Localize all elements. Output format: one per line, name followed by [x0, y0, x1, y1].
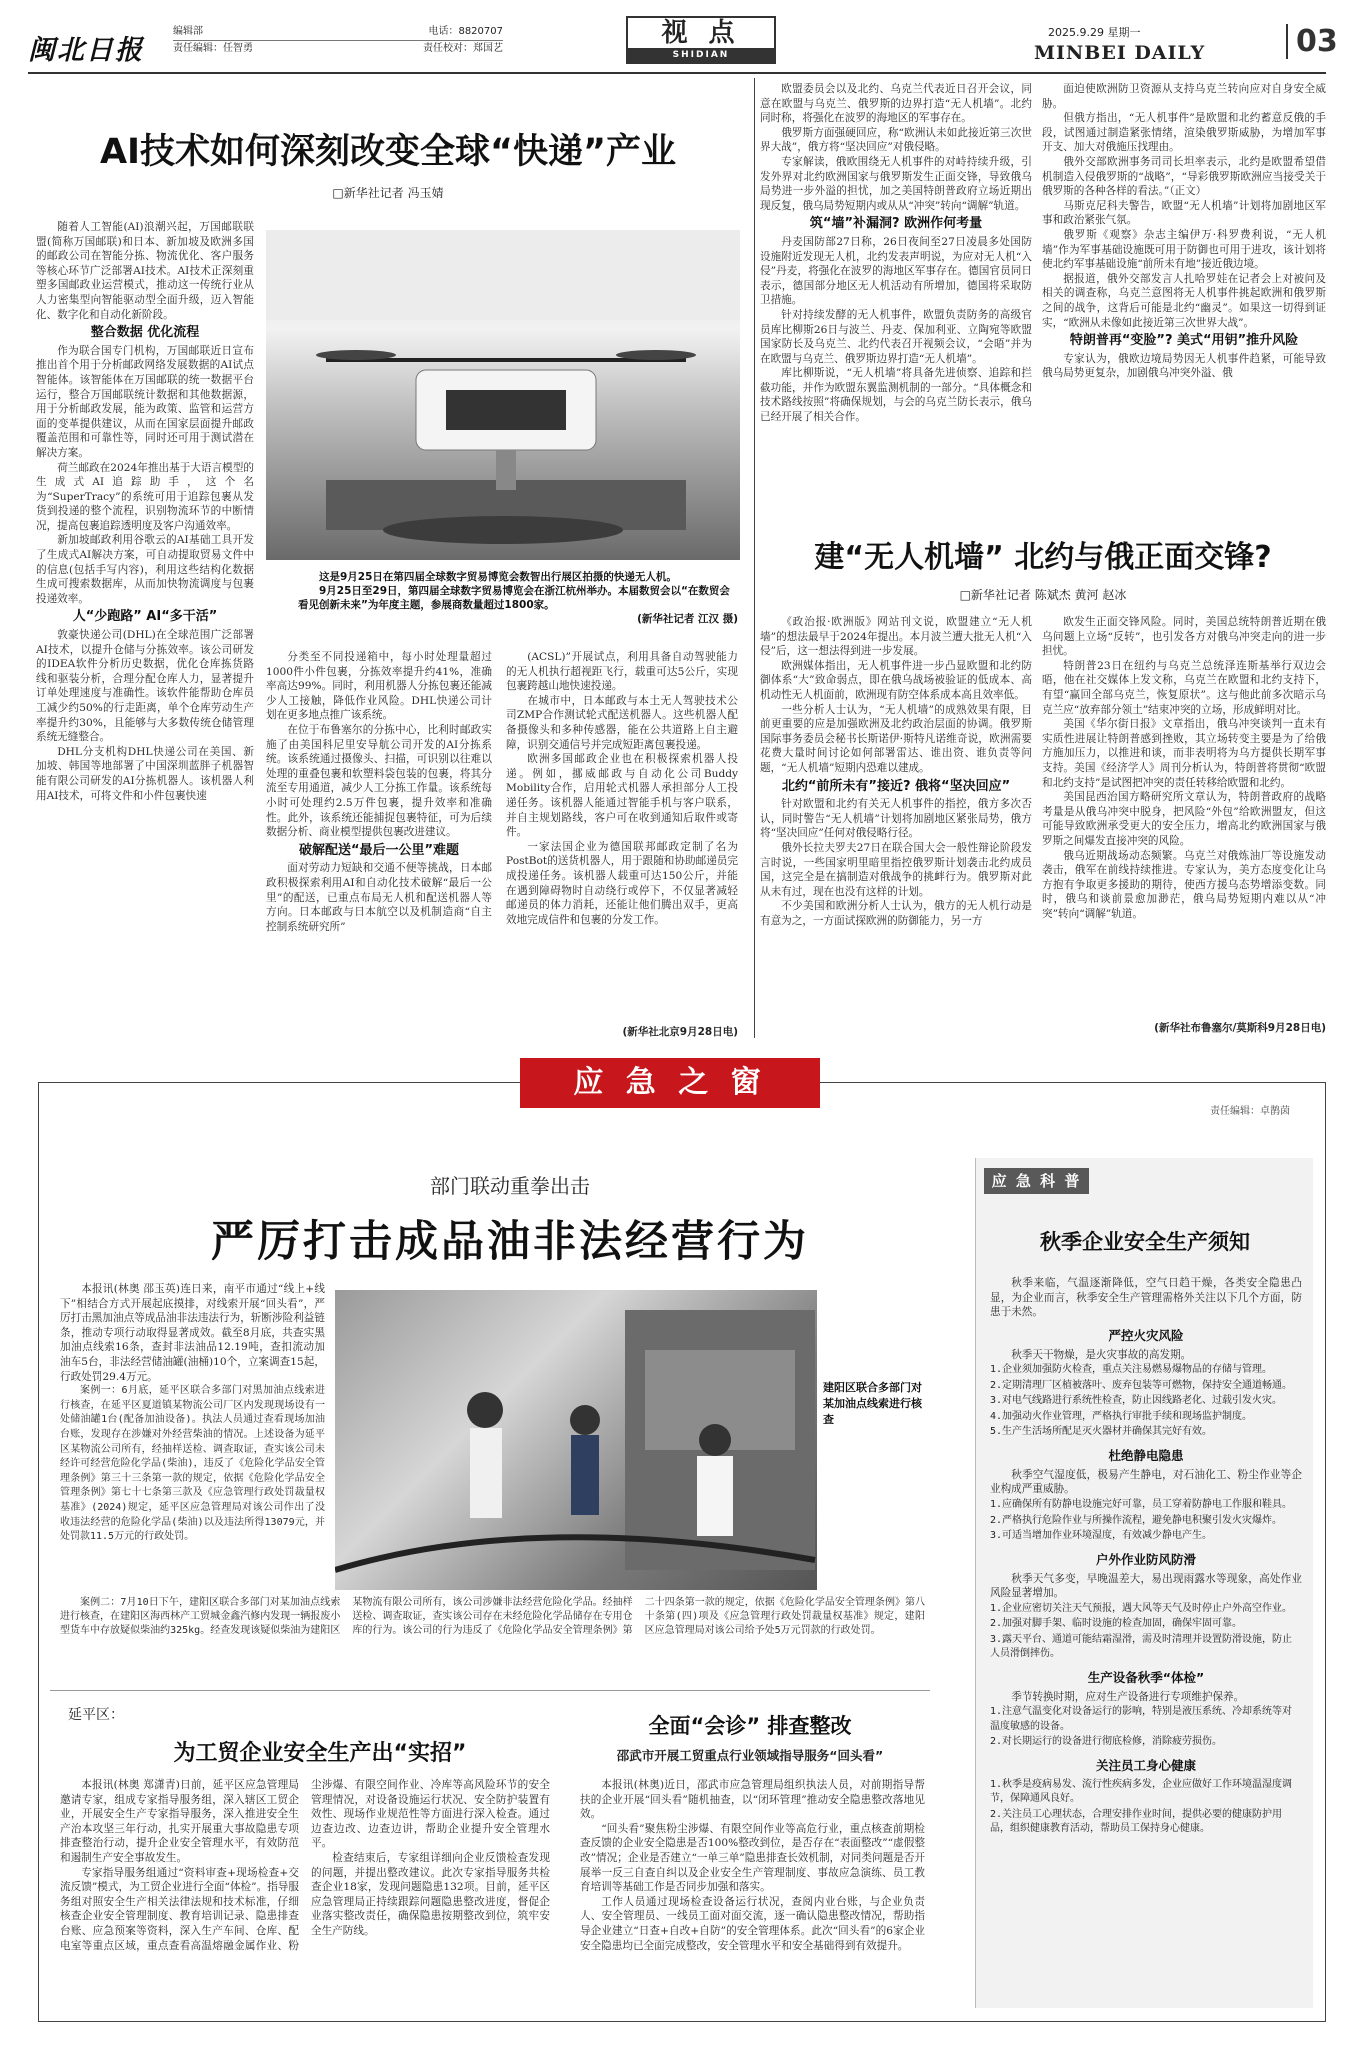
masthead-info: [173, 24, 503, 57]
sidebar-subhead: 生产设备秋季“体检”: [1087, 1669, 1205, 1685]
paragraph: 专家认为，俄欧边境局势因无人机事件趋紧，可能导致俄乌局势更复杂，加剧俄乌冲突外溢、俄: [1042, 352, 1326, 380]
section-name: 视 点: [661, 18, 741, 48]
sidebar-para: [990, 1468, 1302, 1497]
paragraph: 一些分析人士认为，“无人机墙”的成熟效果有限，目前更重要的应是加强欧洲及北约政治层面的协调。俄罗斯国际事务委员会秘书长斯诺伊·斯特凡诺维奇说，欧洲需要花费大量时间讨论如何部署雷达、谁出资、谁负责等问题，“无人机墙”短期内恐难以建成。: [760, 703, 1032, 774]
list-item: 3.对电气线路进行系统性检查，防止因线路老化、过载引发火灾。: [990, 1395, 1283, 1407]
list-item: 2.加强对脚手架、临时设施的检查加固，确保牢固可靠。: [990, 1618, 1243, 1630]
article2-top-col2: [1042, 82, 1326, 502]
photo-caption: 建阳区联合多部门对某加油点线索进行核查: [823, 1381, 922, 1426]
paragraph: 面迫使欧洲防卫资源从支持乌克兰转向应对自身安全威胁。: [1042, 83, 1326, 110]
article-col1: [36, 220, 254, 1040]
paragraph: 秋季来临，气温逐渐降低，空气日趋干燥，各类安全隐患凸显，为企业而言，秋季安全生产管理需格外关注以下几个方面，防患于未然。: [990, 1277, 1302, 1319]
paragraph: 面对劳动力短缺和交通不便等挑战，日本邮政积极探索利用AI和自动化技术破解“最后一公里”的配送，已重点布局无人机和配送机器人等方向。日本邮政与日本航空以及机制造商“自主控制系统研究所”: [266, 862, 492, 933]
paragraph: 秋季空气湿度低，极易产生静电，对石油化工、粉尘作业等企业构成严重威胁。: [990, 1468, 1302, 1496]
list-item: 2.对长期运行的设备进行彻底检修，消除疲劳损伤。: [990, 1736, 1223, 1748]
article-col2: [266, 650, 492, 1040]
sidebar-body: [990, 1276, 1302, 2006]
article-title: AI技术如何深刻改变全球“快递”产业: [99, 132, 677, 172]
paragraph: 作为联合国专门机构，万国邮联近日宣布推出首个用于分析邮政网络发展数据的AI试点智能体。该智能体在万国邮联的统一数据平台运行，整合万国邮联统计数据和其他数据源，用于分析邮政发展，能为政策、监管和运营方面的变革提供建议，从而在国家层面提升邮政覆盖范围和可靠性等，同时还可用于测试潜在解决方案。: [36, 344, 254, 459]
list-item: 1.注意气温变化对设备运行的影响，特别是液压系统、冷却系统等对温度敏感的设备。: [990, 1706, 1293, 1732]
paragraph: 新加坡邮政利用谷歌云的AI基础工具开发了生成式AI解决方案，可自动提取贸易文件中的信息(包括手写内容)，利用这些结构化数据生成可搜索数据库，从而加快物流调度与包裹投递效率。: [36, 534, 254, 605]
outdoor-list: [990, 1602, 1302, 1662]
paragraph: 俄罗斯方面强硬回应，称“欧洲认未如此接近第三次世界大战”，俄方将“坚决回应”对俄侵略。: [760, 126, 1032, 154]
paragraph: 据报道，俄外交部发言人扎哈罗娃在记者会上对被问及相关的调查称，乌克兰意图将无人机事件挑起欧洲和俄罗斯之间的战争，这背后可能是北约“幽灵”。如果这一切得到证实，“欧洲从未像如此接近第三次世界大战”。: [1042, 272, 1326, 329]
paragraph: 俄外长拉夫罗夫27日在联合国大会一般性辩论阶段发言时说，一些国家明里暗里指控俄罗斯计划袭击北约成员国，这完全是在搞制造对俄战争的挑衅行为。俄罗斯对此从未有过，现在也没有这样的计划。: [760, 841, 1032, 898]
paragraph: 荷兰邮政在2024年推出基于大语言模型的生成式AI追踪助手，这个名为“SuperTracy”的系统可用于追踪包裹从发货到投递的整个流程，识别物流环节的中断情况，提高包裹追踪透明度及客户沟通效率。: [36, 461, 254, 532]
paragraph: 马斯克尼科夫警告，欧盟“无人机墙”计划将加剧地区军事和政治紧张气氛。: [1042, 199, 1326, 227]
proofreader: 责任校对：郑国艺: [423, 43, 503, 54]
issue-date: 2025.9.29 星期一: [1048, 26, 1141, 39]
sidebar-subhead: 户外作业防风防滑: [1095, 1551, 1196, 1567]
list-item: 1.应确保所有防静电设施完好可靠，员工穿着防静电工作服和鞋具。: [990, 1499, 1293, 1511]
paragraph: 检查结束后，专家组详细向企业反馈检查发现的问题，并提出整改建议。此次专家指导服务共检查企业18家，发现问题隐患132项。目前，延平区应急管理局正持续跟踪问题隐患整改进度，督促企业落实整改责任，确保隐患按期整改到位，筑牢安全生产防线。: [311, 1851, 550, 1937]
paragraph: (ACSL)”开展试点，利用具备自动驾驶能力的无人机执行超视距飞行，载重可达5公斤，实现包裹跨越山地快速投递。: [506, 651, 738, 693]
photo-caption: [298, 570, 738, 626]
health-list: [990, 1778, 1302, 1837]
paragraph: 本报讯(林奥 邵玉英)连日来，南平市通过“线上+线下”相结合方式开展起底摸排，对线索开展“回头看”，严厉打击黑加油点等成品油非法违法行为，斩断涉险利益链条，推动专项行动取得显著成效。截至8月底，共查实黑加油点线索16条，查封非法油品12.19吨，查扣流动加油车5台，非法经营储油罐(油桶)10个，立案调查15起，行政处罚29.4万元。: [60, 1283, 325, 1383]
page-number: 03: [1286, 24, 1338, 59]
newspaper-logo: 闽北日报: [28, 35, 144, 66]
yanping-kicker: 延平区：: [68, 1707, 124, 1723]
sidebar-subhead: 杜绝静电隐患: [1108, 1447, 1184, 1463]
inspection-illustration: [335, 1290, 817, 1590]
subheading: 人“少跑路” AI“多干活”: [72, 609, 218, 625]
paragraph: 但俄方指出，“无人机事件”是欧盟和北约蓄意反俄的手段，试图通过制造紧张情绪，渲染俄罗斯威胁，为增加军事开支、加大对俄施压找理由。: [1042, 112, 1326, 154]
static-list: [990, 1498, 1302, 1544]
article2-byline: □新华社记者 陈斌杰 黄河 赵冰: [959, 588, 1127, 602]
paragraph: 专家指导服务组通过“资料审查+现场检查+交流反馈”模式，为工贸企业进行全面“体检”。指导服务组对照安全生产相关法律法规和技术标准，仔细核查企业安全管理制度、教育培训记录、隐患排查台账、应急预案等资料，深入生产车间、仓库、配电室等重点区域，重点查看高温熔融金属作业、粉尘涉爆、有限空间作业、冷库等高风险环节的安全管理情况，对设备设施运行状况、安全防护装置有效性、现场作业规范性等方面进行深入检查。通过边查边改、边查边讲，帮助企业提升安全管理水平。: [60, 1779, 550, 1952]
list-item: 1.秋季是疫病易发、流行性疾病多发，企业应做好工作环境温湿度调节，保障通风良好。: [990, 1778, 1293, 1805]
sidebar-subhead: 关注员工身心健康: [1095, 1757, 1196, 1773]
list-item: 2.定期清理厂区植被落叶、废弃包装等可燃物，保持安全通道畅通。: [990, 1379, 1293, 1391]
list-item: 2.严格执行危险作业与所操作流程，避免静电积聚引发火灾爆炸。: [990, 1514, 1283, 1526]
sidebar-title: 秋季企业安全生产须知: [1040, 1230, 1250, 1254]
article-drone-wall: [760, 80, 1326, 1040]
list-item: 3.露天平台、通道可能结霜湿滑，需及时清理并设置防滑设施，防止人员滑倒摔伤。: [990, 1633, 1293, 1660]
subheading: 特朗普再“变脸”? 美式“用钥”推升风险: [1069, 333, 1299, 349]
paragraph: 丹麦国防部27日称，26日夜间至27日凌晨多处国防设施附近发现无人机，北约发表声明说，为应对无人机“入侵”丹麦，将强化在波罗的海地区军事存在。德国官员同日表示，德国部分地区无人机活动有所增加，德国将采取防卫措施。: [760, 235, 1032, 307]
paper-name-en: MINBEI DAILY: [1034, 42, 1206, 64]
masthead: [28, 18, 1338, 68]
paragraph: 本报讯(林奥)近日，邵武市应急管理局组织执法人员，对前期指导帮扶的企业开展“回头看”随机抽查，以“闭环管理”推动安全隐患整改落地见效。: [580, 1779, 925, 1821]
yanping-text: [60, 1778, 550, 1998]
sidebar-para: [990, 1348, 1302, 1363]
article-byline: □新华社记者 冯玉婧: [332, 186, 444, 200]
article-col3: [506, 650, 738, 1025]
list-item: 1.企业应密切关注天气预报，遇大风等天气及时停止户外高空作业。: [990, 1602, 1293, 1614]
inspection-photo: [335, 1290, 817, 1590]
paragraph: 专家解读，俄欧围绕无人机事件的对峙持续升级，引发外界对北约欧洲国家与俄罗斯发生正面交锋，导致俄乌局势进一步外溢的担忧，加之美国特朗普政府立场近期出现反复，俄乌局势短期内或从从“冲突”转向“调解”轨道。: [760, 155, 1032, 212]
article2-col2: [1042, 615, 1326, 1015]
sidebar-intro: [990, 1276, 1302, 1320]
yanping-title: 为工贸企业安全生产出“实招”: [173, 1741, 467, 1766]
emergency-banner: 应 急 之 窗: [520, 1058, 820, 1108]
list-item: 4.加强动火作业管理，严格执行审批手续和现场监护制度。: [990, 1410, 1253, 1422]
paragraph: 季节转换时期，应对生产设备进行专项维护保养。: [1011, 1690, 1245, 1703]
drone-illustration: [266, 230, 740, 560]
paragraph: “回头看”聚焦粉尘涉爆、有限空间作业等高危行业，重点核查前期检查反馈的企业安全隐患是否100%整改到位，是否存在“表面整改”“虚假整改”情况；企业是否建立“一单三单”隐患排查长效机制，对同类问题是否开展举一反三自查自纠以及企业安全生产管理制度、事故应急演练、员工教育培训等基础工作是否同步加强和落实。: [580, 1822, 925, 1894]
phone: 电话：8820707: [428, 26, 503, 37]
paragraph: 工作人员通过现场检查设备运行状况，查阅内业台账，与企业负责人、安全管理员、一线员工面对面交流，逐一确认隐患整改情况，帮助指导企业建立“日查+自改+自防”的安全管理体系。此次“回头看”的6家企业安全隐患均已全面完成整改，安全管理水平和安全基础得到有效提升。: [580, 1895, 925, 1952]
lead-kicker: 部门联动重拳出击: [430, 1174, 590, 1198]
paragraph: 分类至不同投递箱中，每小时处理量超过1000件小件包裹，分拣效率提升约41%，准确率高达99%。同时，利用机器人分拣包裹还能减少人工接触，降低作业风险。DHL快递公司计划在更多地点推广该系统。: [266, 651, 492, 722]
paragraph: 《政治报·欧洲版》网站刊文说，欧盟建立“无人机墙”的想法最早于2024年提出。本月波兰遭大批无人机“入侵”后，这一想法得到进一步发展。: [760, 616, 1032, 658]
article2-credit: (新华社布鲁塞尔/莫斯科9月28日电): [1154, 1022, 1326, 1034]
paragraph: 不少美国和欧洲分析人士认为，俄方的无人机行动是有意为之，一方面试探欧洲的防御能力，另一方: [760, 900, 1032, 927]
paragraph: 秋季天气多变，早晚温差大，易出现雨露水等现象，高处作业风险显著增加。: [990, 1572, 1302, 1600]
list-item: 5.生产生活场所配足灭火器材并确保其完好有效。: [990, 1426, 1213, 1438]
list-item: 2.关注员工心理状态，合理安排作业时间，提供必要的健康防护用品，组织健康教育活动，帮助员工保持身心健康。: [990, 1808, 1283, 1835]
list-item: 3.可适当增加作业环境湿度，有效减少静电产生。: [990, 1530, 1213, 1542]
paragraph: 敦豪快递公司(DHL)在全球范围广泛部署AI技术，以提升仓储与分拣效率。该公司研发的IDEA软件分析历史数据，优化仓库拣货路线和驱装分析，合理分配仓库人力，显著提升订单处理速度与准确性。该软件能帮助仓库员工减少约50%的行走距离，单个仓库劳动生产率提升约30%，且能够与大多数传统仓储管理系统无缝整合。: [36, 629, 254, 744]
shaowu-text: [580, 1778, 925, 2003]
sidebar-para: [990, 1690, 1302, 1705]
drone-photo: [266, 230, 740, 560]
section-name-en: SHIDIAN: [628, 48, 774, 62]
paragraph: 针对持续发酵的无人机事件，欧盟负责防务的高级官员库比柳斯26日与波兰、丹麦、保加利亚、立陶宛等欧盟国家防长及乌克兰、北约代表召开视频会议，“会晤”并为在欧盟与乌克兰、俄罗斯边界打造“无人机墙”。: [760, 308, 1032, 365]
shaowu-subtitle: 邵武市开展工贸重点行业领域指导服务“回头看”: [616, 1748, 884, 1763]
paragraph: 欧洲媒体指出，无人机事件进一步凸显欧盟和北约防御体系“大”致命弱点，即在俄乌战场被验证的低成本、高机动性无人机面前，欧洲现有防空体系成本高且效率低。: [760, 659, 1032, 701]
list-item: 1.企业须加强防火检查，重点关注易燃易爆物品的存储与管理。: [990, 1364, 1273, 1376]
subheading: 北约“前所未有”接近? 俄将“坚决回应”: [781, 778, 1011, 794]
caption-line: 这是9月25日在第四届全球数字贸易博览会数智出行展区拍摄的快递无人机。: [319, 571, 677, 583]
paragraph: 俄外交部欧洲事务司司长坦率表示，北约是欧盟希望借机制造入侵俄罗斯的“战略”，“导彩俄罗斯欧洲应当接受关于俄罗斯的各种各样的看法。”（正文）: [1042, 155, 1326, 198]
paragraph: 随着人工智能(AI)浪潮兴起，万国邮联联盟(简称万国邮联)和日本、新加坡及欧洲多国的邮政公司在智能分拣、物流优化、客户服务等核心环节广泛部署AI技术。AI技术正深刻重塑多国邮政业运营模式，推动这一传统行业从人力密集型向智能驱动型全面升级，迈入智能化、数字化和自动化新阶段。: [36, 221, 254, 321]
case-two: 案例二：7月10日下午，建阳区联合多部门对某加油点线索进行核查，在建阳区海西林产工贸城金鑫汽修内发现一辆报废小型货车中存放疑似柴油约325kg。经查发现该疑似柴油为建阳区某物流有限公司所有，该公司涉嫌非法经营危险化学品。经抽样送检、调查取证，查实该公司存在未经危险化学品储存在专用仓库的行为。该公司的行为违反了《危险化学品安全管理条例》第二十四条第一款的规定，依据《危险化学品安全管理条例》第八十条第(四)项及《应急管理行政处罚裁量权基准》规定，建阳区应急管理局对该公司给予处5万元罚款的行政处罚。: [60, 1597, 925, 1636]
lead-case-two: [60, 1596, 925, 1686]
case-one: 案例一：6月底，延平区联合多部门对黑加油点线索进行核查，在延平区夏道镇某物流公司厂区内发现现场设有一处储油罐1台(配备加油设备)。执法人员通过查看现场加油台账，发现存在涉嫌对外经营柴油的情况。上述设备为延平区某物流公司所有，经抽样送检、调查取证，查实该公司未经许可经营危险化学品(柴油)，违反了《危险化学品安全管理条例》第三十三条第一款的规定，依据《危险化学品安全管理条例》第七十七条第三款及《应急管理行政处罚裁量权基准》(2024)规定，延平区应急管理局对该公司作出了没收违法经营的危险化学品(柴油)以及违法所得13079元，并处罚款11.5万元的行政处罚。: [60, 1385, 325, 1543]
article-ai-express: [28, 80, 748, 1040]
paragraph: 特朗普23日在纽约与乌克兰总统泽连斯基举行双边会晤，他在社交媒体上发文称，乌克兰在欧盟和北约支持下，有望“赢回全部乌克兰，恢复原状”。这与他此前多次暗示乌克兰应“放弃部分领土”结束冲突的立场，形成鲜明对比。: [1042, 659, 1326, 716]
sidebar-tag: 应 急 科 普: [984, 1168, 1089, 1194]
paragraph: 秋季天干物燥，是火灾事故的高发期。: [1011, 1348, 1192, 1361]
paragraph: 欧发生正面交锋风险。同时，美国总统特朗普近期在俄乌问题上立场“反转”，也引发各方对俄乌冲突走向的进一步担忧。: [1042, 616, 1326, 658]
paragraph: 一家法国企业为德国联邦邮政定制了名为PostBot的送货机器人，用于跟随和协助邮递员完成投递任务。该机器人载重可达150公斤，并能在遇到障碍物时自动绕行或停下，不仅显著减轻邮递员的体力消耗，还能让他们腾出双手，更高效地完成信件和包裹的分发工作。: [506, 840, 738, 926]
equipment-list: [990, 1705, 1302, 1750]
article-credit: (新华社北京9月28日电): [622, 1026, 738, 1038]
chief-editor: 责任编辑：任智勇: [173, 43, 253, 54]
paragraph: 库比柳斯说，“无人机墙”将具备先进侦察、追踪和拦截功能，并作为欧盟东翼监测机制的一部分。“具体概念和技术路线按照”将确保规划，与会的乌克兰防长表示，俄乌已经开展了相关合作。: [760, 367, 1032, 424]
paragraph: 在城市中，日本邮政与本土无人驾驶技术公司ZMP合作测试轮式配送机器人。这些机器人配备摄像头和多种传感器，能在公共道路上自主避障，识别交通信号并完成短距离包裹投递。: [506, 694, 738, 751]
safety-sidebar: [975, 1158, 1313, 2008]
paragraph: 欧盟委员会以及北约、乌克兰代表近日召开会议，同意在欧盟与乌克兰、俄罗斯的边界打造“无人机墙”。北约同时称，将强化在波罗的海地区的军事存在。: [760, 83, 1032, 125]
paragraph: 俄罗斯《观察》杂志主编伊万·科罗费利说，“无人机墙”作为军事基础设施既可用于防御也可用于进攻，该计划将使北约军事基础设施“前所未有地”接近俄边境。: [1042, 228, 1326, 271]
paragraph: 欧洲多国邮政企业也在积极探索机器人投递。例如，挪威邮政与自动化公司Buddy Mobility合作，启用轮式机器人承担部分人工投递任务。该机器人能通过智能手机与客户联系，并自主规划路线，客户可在收到通知后取件或寄件。: [506, 753, 738, 839]
shaowu-title: 全面“会诊” 排查整改: [648, 1714, 852, 1738]
paragraph: 美国昆西治国方略研究所文章认为，特朗普政府的战略考量是从俄乌冲突中脱身，把风险“外包”给欧洲盟友，但这可能导致欧洲承受更大的安全压力，增高北约欧洲国家与俄罗斯之间爆发直接冲突的风险。: [1042, 791, 1326, 847]
article2-top-col1: [760, 82, 1032, 502]
paragraph: 在位于布鲁塞尔的分拣中心，比利时邮政实施了由美国科尼里安导航公司开发的AI分拣系统。该系统通过摄像头、扫描，可识别以往难以处理的重叠包裹和软塑料袋包装的包裹，将其分流至专用通道，减少人工分拣工作量。该系统每小时可处理约2.5万件包裹，提升效率和准确性。此外，该系统还能捕捉包裹特征，可为后续数据分析、商业模型提供包裹改进建议。: [266, 723, 492, 839]
caption-line: 9月25日至29日，第四届全球数字贸易博览会在浙江杭州举办。本届数贸会以“在数贸会看见创新未来”为年度主题，参展商数量超过1800家。: [298, 585, 730, 611]
paragraph: DHL分支机构DHL快递公司在美国、新加坡、韩国等地部署了中国深圳蓝胖子机器智能有限公司研发的AI分拣机器人。该机器人利用AI技术，可将文件和小件包裹快速: [36, 745, 254, 802]
subheading: 整合数据 优化流程: [90, 325, 200, 341]
photo-credit: (新华社记者 江汉 摄): [637, 613, 738, 625]
subheading: 破解配送“最后一公里”难题: [298, 842, 460, 858]
sidebar-para: [990, 1572, 1302, 1601]
paragraph: 美国《华尔街日报》文章指出，俄乌冲突谈判一直未有实质性进展让特朗普感到挫败，其立场转变主要是为了给俄方施加压力，以推进和谈，而非表明将为乌方提供长期军事支持。美国《经济学人》周刊分析认为，特朗普将贯彻“欧盟和北约支持”是试图把冲突的责任转移给欧盟和北约。: [1042, 718, 1326, 789]
subheading: 筑“墙”补漏洞? 欧洲作何考量: [809, 216, 983, 232]
fire-list: [990, 1363, 1302, 1440]
article2-title: 建“无人机墙” 北约与俄正面交锋?: [814, 540, 1272, 575]
paragraph: 针对欧盟和北约有关无人机事件的指控，俄方多次否认，同时警告“无人机墙”计划将加剧地区紧张局势，俄方将“坚决回应”任何对俄侵略行径。: [760, 798, 1032, 840]
section-tag: [626, 16, 776, 64]
paragraph: 本报讯(林奥 郑潇青)日前，延平区应急管理局邀请专家，组成专家指导服务组，深入辖区工贸企业，开展安全生产专家指导服务，深入推进安全生产治本攻坚三年行动，扎实开展重大事故隐患专项排查整治行动，提升企业安全管理水平，有效防范和遏制生产安全事故发生。: [60, 1779, 299, 1864]
paragraph: 俄乌近期战场动态频繁。乌克兰对俄炼油厂等设施发动袭击，俄军在前线持续推进。专家认为，美方态度变化让乌方抱有争取更多援助的期待，使西方援乌态势增添变数。同时，俄乌和谈前景愈加渺茫，俄乌局势短期内难以从“冲突”转向“调解”轨道。: [1042, 849, 1326, 920]
lead-title: 严厉打击成品油非法经营行为: [211, 1217, 809, 1267]
emergency-editor: 责任编辑：卓鹊茵: [1210, 1106, 1290, 1117]
editorial-dept: 编辑部: [173, 26, 203, 37]
sidebar-subhead: 严控火灾风险: [1108, 1327, 1184, 1343]
article2-col1: [760, 615, 1032, 1035]
